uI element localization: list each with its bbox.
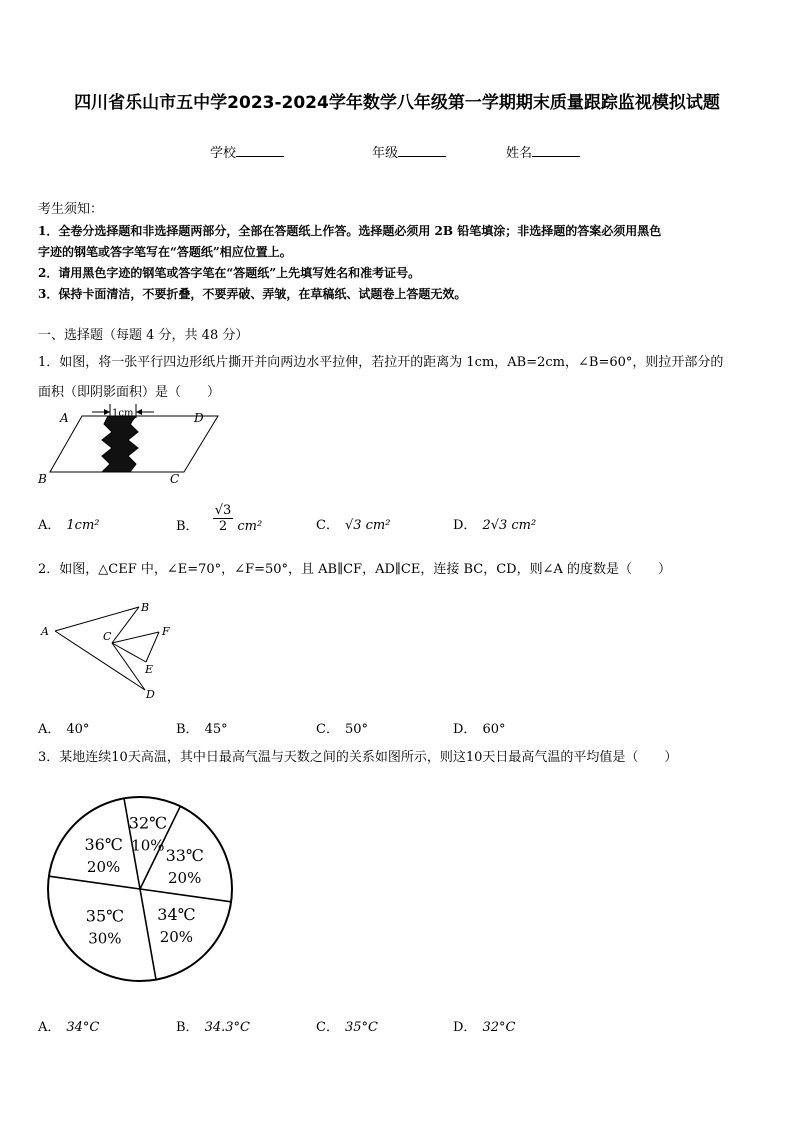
grade-blank[interactable] xyxy=(398,144,446,157)
notice-item: 字迹的钢笔或答字笔写在“答题纸”相应位置上。 xyxy=(38,245,292,259)
option-label: C． xyxy=(316,1020,339,1035)
option-unit: cm² xyxy=(237,519,263,534)
q2-label-E: E xyxy=(145,663,154,676)
option-value: 32°C xyxy=(482,1020,516,1035)
pie-slice-percent: 30% xyxy=(88,929,122,948)
option-label: C． xyxy=(316,518,339,533)
name-field xyxy=(506,142,580,161)
q3-option-c[interactable] xyxy=(316,1016,378,1035)
pie-slice-label: 36℃ xyxy=(84,834,123,854)
option-value: 40° xyxy=(66,722,90,737)
q3-option-d[interactable] xyxy=(453,1016,515,1035)
option-label: D． xyxy=(453,722,477,737)
q3-pie-chart xyxy=(38,795,238,995)
grade-label: 年级 xyxy=(372,146,399,161)
q2-line-EF xyxy=(146,632,159,662)
option-label: D． xyxy=(453,1020,477,1035)
pie-slice-percent: 20% xyxy=(159,928,194,947)
q2-line-AB xyxy=(55,607,139,631)
option-value: 35°C xyxy=(344,1020,378,1035)
option-label: A． xyxy=(38,722,61,737)
pie-slice-label: 33℃ xyxy=(165,846,204,866)
q1-distance-label: 1cm xyxy=(112,408,134,419)
q1-label-C: C xyxy=(170,472,180,486)
q1-shaded-region xyxy=(102,416,138,472)
q1-option-d[interactable] xyxy=(453,514,536,533)
option-label: B． xyxy=(176,519,199,534)
q2-line-CE xyxy=(112,643,146,662)
school-label: 学校 xyxy=(210,146,237,161)
q2-label-B: B xyxy=(141,601,150,614)
notice-item: 1．全卷分选择题和非选择题两部分，全部在答题纸上作答。选择题必须用 2B 铅笔填涂；非选择题的答案必须用黑色 xyxy=(38,224,662,238)
option-label: B． xyxy=(176,1020,199,1035)
q3-option-b[interactable] xyxy=(176,1016,250,1035)
pie-slice-percent: 20% xyxy=(86,857,121,876)
q3-option-a[interactable] xyxy=(38,1016,99,1035)
q2-line-AD xyxy=(55,631,145,690)
q1-label-B: B xyxy=(38,472,47,486)
notice-item: 3．保持卡面清洁，不要折叠，不要弄破、弄皱，在草稿纸、试题卷上答题无效。 xyxy=(38,287,467,301)
fraction xyxy=(213,503,234,534)
q2-option-c[interactable] xyxy=(316,718,368,737)
notice-heading: 考生须知： xyxy=(38,202,104,217)
pie-slice-percent: 20% xyxy=(168,869,202,888)
q3-text: 3．某地连续10天高温，其中日最高气温与天数之间的关系如图所示，则这10天日最高气温的平均值是（ ） xyxy=(38,750,678,765)
q2-option-b[interactable] xyxy=(176,718,228,737)
q1-arrowhead-left xyxy=(104,409,110,415)
q2-label-F: F xyxy=(162,625,170,638)
q2-line-CD xyxy=(112,643,145,690)
q2-label-C: C xyxy=(103,630,112,643)
q1-text-line1: 1．如图，将一张平行四边形纸片撕开并向两边水平拉伸，若拉开的距离为 1cm，AB=2cm，∠B=60°，则拉开部分的 xyxy=(38,355,724,370)
q1-option-a[interactable] xyxy=(38,514,99,533)
q1-label-D: D xyxy=(194,411,204,425)
q1-option-c[interactable] xyxy=(316,514,390,533)
option-value: 45° xyxy=(204,722,228,737)
fraction-denominator: 2 xyxy=(218,519,228,534)
option-label: D． xyxy=(453,518,477,533)
option-value: √3 cm² xyxy=(344,518,391,533)
option-value: 34.3°C xyxy=(204,1020,250,1035)
school-field xyxy=(210,142,284,161)
name-blank[interactable] xyxy=(532,144,580,157)
page-title: 四川省乐山市五中学2023-2024学年数学八年级第一学期期末质量跟踪监视模拟试题 xyxy=(74,93,720,113)
q2-option-d[interactable] xyxy=(453,718,505,737)
q2-figure xyxy=(38,598,188,702)
option-value: 2√3 cm² xyxy=(482,518,537,533)
pie-slice-label: 34℃ xyxy=(157,905,196,925)
q2-label-D: D xyxy=(146,688,155,701)
q1-label-A: A xyxy=(60,411,69,425)
name-label: 姓名 xyxy=(506,146,533,161)
option-value: 60° xyxy=(482,722,506,737)
option-label: A． xyxy=(38,1020,61,1035)
fraction-numerator: √3 xyxy=(214,503,232,518)
q1-arrowhead-right xyxy=(136,409,142,415)
q2-label-A: A xyxy=(41,625,49,638)
section-heading: 一、选择题（每题 4 分，共 48 分） xyxy=(38,328,249,343)
option-label: B． xyxy=(176,722,199,737)
option-label: A． xyxy=(38,518,61,533)
option-value: 50° xyxy=(344,722,368,737)
grade-field xyxy=(372,142,446,161)
option-label: C． xyxy=(316,722,339,737)
q1-figure xyxy=(34,404,224,488)
pie-slice-percent: 10% xyxy=(131,836,165,855)
q2-option-a[interactable] xyxy=(38,718,89,737)
q2-text: 2．如图，△CEF 中，∠E=70°，∠F=50°，且 AB∥CF，AD∥CE，连接 BC，CD，则∠A 的度数是（ ） xyxy=(38,562,671,577)
pie-slice-label: 35℃ xyxy=(85,906,125,926)
q1-text-line2: 面积（即阴影面积）是（ ） xyxy=(38,385,221,400)
notice-item: 2．请用黑色字迹的钢笔或答字笔在“答题纸”上先填写姓名和准考证号。 xyxy=(38,266,421,280)
school-blank[interactable] xyxy=(236,144,284,157)
pie-slice-label: 32℃ xyxy=(128,813,168,833)
option-value: 34°C xyxy=(66,1020,100,1035)
q1-option-b[interactable] xyxy=(176,503,262,534)
option-value: 1cm² xyxy=(66,518,100,533)
